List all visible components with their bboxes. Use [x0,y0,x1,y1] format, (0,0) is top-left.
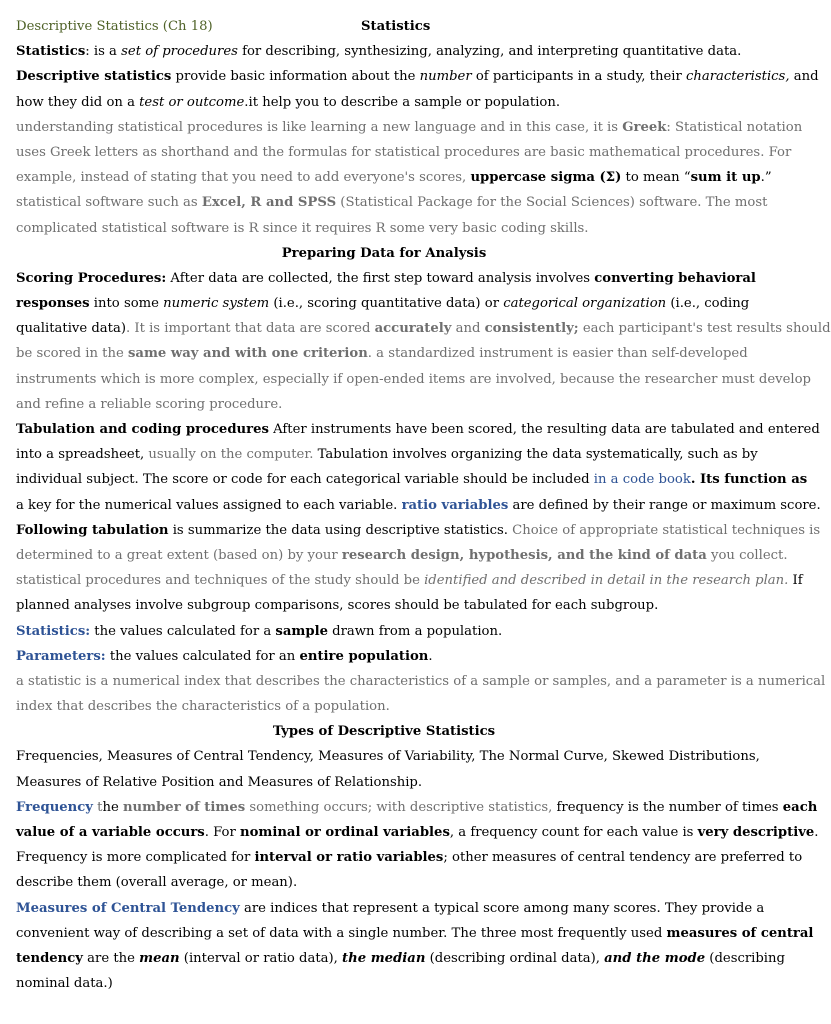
section-heading-preparing-data: Preparing Data for Analysis [281,245,487,261]
paragraph-line: example, instead of stating that you need to add everyone's scores, uppercase sigma (Σ) to mean “sum it up.” [16,170,772,186]
paragraph-line: responses into some numeric system (i.e., scoring quantitative data) or categorical organization (i.e., coding [16,296,750,312]
paragraph-line: Descriptive statistics provide basic information about the number of participants in a study, their characteristics, and [16,69,819,85]
paragraph-line: Tabulation and coding procedures After instruments have been scored, the resulting data are tabulated and entered [16,422,820,437]
paragraph-line: describe them (overall average, or mean). [16,875,298,891]
paragraph-line: how they did on a test or outcome.it help you to describe a sample or population. [16,94,561,110]
paragraph-line: Statistics: the values calculated for a sample drawn from a population. [16,623,503,639]
paragraph-line: Measures of Relative Position and Measures of Relationship. [16,774,423,790]
paragraph-line: and refine a reliable scoring procedure. [16,396,283,412]
paragraph-line: Measures of Central Tendency are indices that represent a typical score among many scores. They provide a [16,900,765,916]
paragraph-line: value of a variable occurs. For nominal or ordinal variables, a frequency count for each value is very descriptive. [16,825,819,840]
paragraph-line: statistical procedures and techniques of the study should be identified and described in detail in the research plan. If [16,573,803,589]
paragraph-line: Scoring Procedures: After data are collected, the first step toward analysis involves converting behavioral [16,270,756,286]
paragraph-line: nominal data.) [16,976,113,992]
document-page [16,14,831,996]
paragraph-line: into a spreadsheet, usually on the computer. Tabulation involves organizing the data systematically, such as by [16,447,758,463]
paragraph-line: determined to a great extent (based on) by your research design, hypothesis, and the kind of data you collect. [16,547,788,563]
paragraph-line: Parameters: the values calculated for an entire population. [16,648,433,664]
paragraph-line: qualitative data). It is important that data are scored accurately and consistently; each participant's test results should [16,321,831,337]
paragraph-line: instruments which is more complex, especially if open-ended items are involved, because the researcher must develop [16,371,811,387]
paragraph-line: individual subject. The score or code for each categorical variable should be included in a code book. Its function as [16,472,808,488]
paragraph-line: Frequency is more complicated for interval or ratio variables; other measures of central tendency are preferred to [16,850,803,866]
paragraph-line: complicated statistical software is R since it requires R some very basic coding skills. [16,220,589,236]
paragraph-line: a statistic is a numerical index that describes the characteristics of a sample or samples, and a parameter is a numerical [16,673,826,689]
paragraph-line: index that describes the characteristics of a population. [16,699,390,715]
document-header [16,14,752,39]
section-heading-types: Types of Descriptive Statistics [272,724,496,740]
paragraph-line: Frequencies, Measures of Central Tendency, Measures of Variability, The Normal Curve, Skewed Distributions, [16,749,760,765]
paragraph-line: Frequency the number of times something occurs; with descriptive statistics, frequency is the number of times each [16,799,818,815]
paragraph-line: planned analyses involve subgroup comparisons, scores should be tabulated for each subgroup. [16,598,659,614]
paragraph-line: uses Greek letters as shorthand and the formulas for statistical procedures are basic mathematical procedures. For [16,144,792,160]
paragraph-line: tendency are the mean (interval or ratio data), the median (describing ordinal data), and the mode (describing [16,950,785,966]
paragraph-line: Following tabulation is summarize the data using descriptive statistics. Choice of appropriate statistical techniques is [16,522,821,538]
paragraph-line: statistical software such as Excel, R and SPSS (Statistical Package for the Social Sciences) software. The most [16,195,768,211]
chapter-label: Descriptive Statistics (Ch 18) [16,19,213,34]
paragraph-line: convenient way of describing a set of data with a single number. The three most frequently used measures of central [16,925,814,941]
paragraph-line: a key for the numerical values assigned to each variable. ratio variables are defined by their range or maximum score. [16,497,821,513]
page-title: Statistics [361,19,431,34]
paragraph-line: Statistics: is a set of procedures for describing, synthesizing, analyzing, and interpreting quantitative data. [16,44,742,60]
paragraph-line: be scored in the same way and with one criterion. a standardized instrument is easier than self-developed [16,346,748,362]
paragraph-line: understanding statistical procedures is like learning a new language and in this case, it is Greek: Statistical notation [16,119,803,135]
